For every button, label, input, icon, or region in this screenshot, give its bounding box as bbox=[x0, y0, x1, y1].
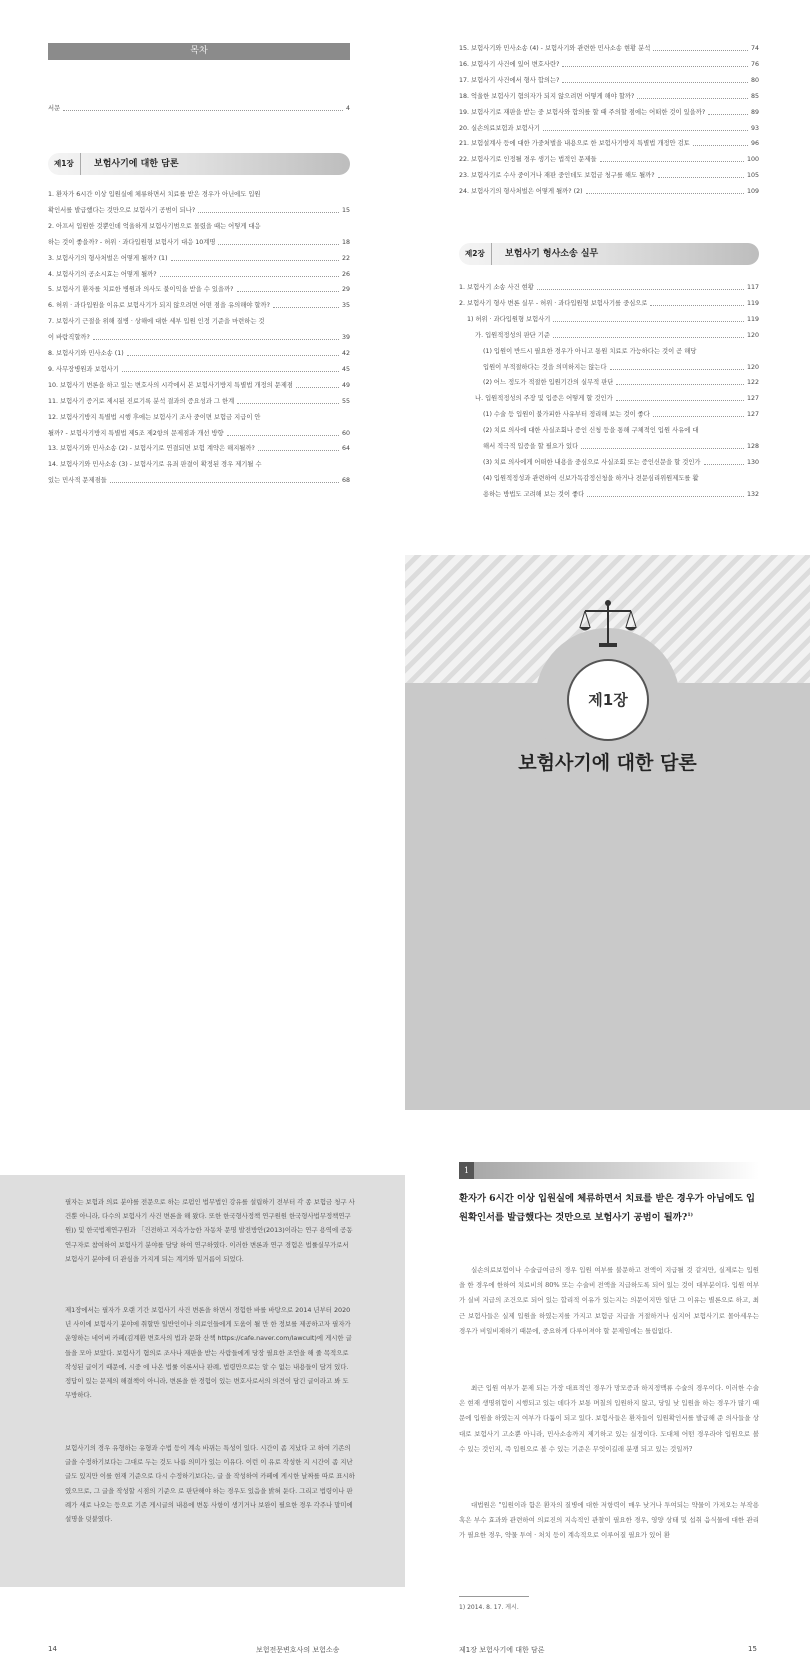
toc-entry-page: 127 bbox=[746, 395, 759, 403]
toc-entry-label: 가. 입원적정성의 판단 기준 bbox=[475, 331, 550, 339]
toc-leader-dots bbox=[237, 403, 339, 404]
toc-entry[interactable] bbox=[459, 108, 759, 120]
toc-entry-page: 96 bbox=[750, 140, 759, 148]
toc-entry-page: 15 bbox=[341, 206, 350, 214]
toc-leader-dots bbox=[616, 384, 744, 385]
toc-entry[interactable] bbox=[48, 222, 350, 231]
toc-leader-dots bbox=[553, 321, 744, 322]
article-paragraph: 최근 입원 여부가 문제 되는 가장 대표적인 경우가 망모증과 하지정맥류 수술의 경우이다. 이러한 수술은 현재 생명위험이 시행되고 있는 데다가 보통 며칠의 입원하지 않고, 당일 낮 입원을 하는 경우가 많기 때문에 입원을 하였는지 여부가 다툼이 되고 있다. 보험사들은 환자들이 입원확인서를 발급해 준 의사들을 상대로 보험사기 고소뿐 아니라, 민사소송까지 제기하고 있는 실정이다. 도대체 어떤 경우라야 입원으로 볼 수 있는 것인지, 즉 입원으로 볼 수 있는 기준은 무엇이길래 분쟁 되고 있는 것일까? bbox=[459, 1384, 759, 1453]
toc-leader-dots bbox=[562, 82, 748, 83]
toc-leader-dots bbox=[171, 260, 339, 261]
toc-chapter1-pill[interactable] bbox=[48, 153, 350, 175]
running-head-right: 제1장 보험사기에 대한 담론 bbox=[459, 1646, 545, 1654]
toc-entry[interactable] bbox=[48, 381, 350, 393]
toc-entry[interactable] bbox=[48, 238, 350, 250]
toc-entry-label: 18. 억울한 보험사기 혐의자가 되지 않으려면 어떻게 해야 할까? bbox=[459, 92, 635, 100]
toc-entry-label: 2. 아프서 입원한 것뿐인데 억울하게 보험사기범으로 몰렸을 때는 어떻게 대응 bbox=[48, 222, 261, 230]
toc-leader-dots bbox=[237, 291, 339, 292]
toc-leader-dots bbox=[227, 435, 339, 436]
footnote-rule bbox=[459, 1596, 529, 1597]
toc-chapter2-tag: 제2장 bbox=[459, 243, 492, 265]
scales-of-justice-icon bbox=[579, 599, 637, 651]
toc-entry-label: 확인서를 발급했다는 것만으로 보험사기 공범이 되나? bbox=[48, 206, 196, 214]
article-number: 1 bbox=[459, 1162, 474, 1179]
toc-entry[interactable] bbox=[459, 76, 759, 88]
toc-entry-label: (1) 입원이 반드시 필요한 경우가 아니고 통원 치료로 가능하다는 것이 곧 해당 bbox=[483, 347, 697, 355]
toc-entry[interactable] bbox=[467, 315, 759, 327]
toc-entry-label: 3. 보험사기의 형사처벌은 어떻게 될까? (1) bbox=[48, 254, 168, 262]
toc-leader-dots bbox=[218, 244, 339, 245]
toc-leader-dots bbox=[127, 355, 339, 356]
toc-entry-page: 128 bbox=[746, 443, 759, 450]
toc-entry-page: 22 bbox=[341, 254, 350, 262]
toc-entry-label: 19. 보험사기로 재판을 받는 중 보험사와 합의를 할 때 주의할 점에는 어떠한 것이 있을까? bbox=[459, 108, 706, 116]
toc-entry-label: 22. 보험사기로 인정될 경우 생기는 법적인 문제들 bbox=[459, 156, 597, 164]
toc-entry-label: 8. 보험사기와 민사소송 (1) bbox=[48, 350, 124, 357]
page-number-left: 14 bbox=[48, 1645, 57, 1653]
toc-leader-dots bbox=[258, 450, 339, 451]
toc-entry-page: 130 bbox=[746, 458, 759, 466]
toc-entry[interactable] bbox=[459, 139, 759, 151]
toc-entry[interactable] bbox=[48, 397, 350, 409]
toc-leader-dots bbox=[650, 305, 744, 306]
toc-entry[interactable] bbox=[48, 301, 350, 313]
toc-leader-dots bbox=[693, 145, 748, 146]
toc-entry[interactable] bbox=[483, 426, 759, 435]
toc-leader-dots bbox=[708, 114, 748, 115]
toc-preface-entry[interactable] bbox=[48, 104, 350, 116]
toc-entry-page: 120 bbox=[746, 363, 759, 371]
toc-entry-label: (2) 어느 정도가 적절한 입원기간의 실무적 판단 bbox=[483, 379, 614, 387]
toc-entry-page: 119 bbox=[746, 299, 759, 307]
toc-entry[interactable] bbox=[48, 254, 350, 266]
toc-leader-dots bbox=[537, 289, 744, 290]
toc-entry-label: 20. 실손의료보험과 보험사기 bbox=[459, 124, 540, 132]
toc-entry-label: 이 바람직할까? bbox=[48, 334, 90, 342]
toc-entry-page: 35 bbox=[341, 302, 350, 310]
toc-entry-label: 해서 적극적 입증을 할 필요가 있다 bbox=[483, 443, 579, 450]
toc-preface-page: 4 bbox=[345, 105, 350, 112]
footnote: 1) 2014. 8. 17. 게시. bbox=[459, 1604, 519, 1611]
toc-leader-dots bbox=[610, 369, 744, 370]
preface-box bbox=[0, 1175, 405, 1587]
chapter-title: 보험사기에 대한 담론 bbox=[518, 752, 697, 774]
toc-entry-label: (1) 수술 등 입원이 불가피한 사유부터 정리해 보는 것이 좋다 bbox=[483, 411, 650, 419]
toc-leader-dots bbox=[273, 307, 339, 308]
toc-entry-label: 용하는 방법도 고려해 보는 것이 좋다 bbox=[483, 490, 585, 498]
toc-entry[interactable] bbox=[48, 349, 350, 361]
toc-entry[interactable] bbox=[483, 347, 759, 356]
toc-chapter2-pill[interactable] bbox=[459, 243, 759, 265]
toc-leader-dots bbox=[296, 387, 339, 388]
toc-entry-page: 100 bbox=[746, 156, 759, 164]
toc-entry-page: 119 bbox=[746, 315, 759, 323]
toc-header: 목차 bbox=[48, 43, 350, 60]
toc-entry-page: 120 bbox=[746, 331, 759, 339]
preface-paragraph: 보험사기의 경우 유형하는 유형과 수법 등이 계속 바뀌는 특성이 있다. 시간이 좀 지났다 고 하여 기존의 글을 수정하기보다는 그대로 두는 것도 나름 의미가 있는 이유다. 이런 이 유로 작성한 지 시간이 좀 지난 글도 있지만 이를 현재 기준으로 다시 수정하기보다는, 글 을 작성하여 카페에 게시한 날짜를 따로 표시하였으므로, 그 글을 작성할 시점의 기준으 로 판단해야 하는 경우도 있음을 밝혀 둔다. 그리고 법령이나 판례가 새로 나오는 등으로 기존 게시글의 내용에 변동 사항이 생기거나 보완이 필요한 경우 각주나 말미에 설명을 덧붙였다. bbox=[65, 1444, 355, 1524]
toc-entry-page: 42 bbox=[341, 350, 350, 357]
toc-entry[interactable] bbox=[483, 410, 759, 422]
toc-leader-dots bbox=[562, 66, 748, 67]
toc-entry-label: 11. 보험사기 증거로 제시된 진료기록 분석 결과의 증요성과 그 한계 bbox=[48, 397, 235, 405]
toc-entry-page: 80 bbox=[750, 76, 759, 84]
toc-entry-page: 76 bbox=[750, 60, 759, 68]
toc-entry-page: 89 bbox=[750, 108, 759, 116]
toc-entry[interactable] bbox=[483, 442, 759, 454]
toc-entry[interactable] bbox=[48, 270, 350, 282]
toc-entry-label: (2) 치료 의사에 대한 사실조회나 증인 신청 등을 통해 구체적인 입원 사유에 대 bbox=[483, 427, 699, 435]
toc-leader-dots bbox=[600, 161, 744, 162]
preface-paragraph: 제1장에서는 필자가 오랜 기간 보험사기 사건 변론을 하면서 경험한 바를 바탕으로 2014 년부터 2020년 사이에 보험사기 분야에 취할만 일반인이나 의료인들에게 도움이 될 만 한 정보를 제공하고자 필자가 운영하는 네이버 카페(김계환 변호사의 법과 문화 산책 https://cafe.naver.com/lawcult)에 게시한 글들을 모아 보았다. 보험사기 혐의로 조사나 재판을 받는 사람들에게 당장 필요한 조언을 해 줄 목적으로 작성된 글이기 때문에, 시중 에 나온 법률 이론서나 판례, 법령만으로는 알 수 없는 내용들이 담겨 있다. 정답이 있는 문제의 해결책이 아니라, 변론을 한 경험이 있는 변호사로서의 의견이 담긴 글이라고 봐 도 무방하다. bbox=[65, 1306, 352, 1400]
toc-entry-label: (4) 입원적정성과 관련하여 신보가독감정신청을 하거나 전문심리위원제도를 활 bbox=[483, 474, 699, 482]
toc-entry-page: 105 bbox=[746, 172, 759, 180]
toc-entry-label: 10. 보험사기 변론을 하고 있는 변호사의 시각에서 본 보험사기방지 특별법 개정의 문제점 bbox=[48, 381, 293, 389]
article-header-bar bbox=[474, 1162, 759, 1179]
chapter-number-circle: 제1장 bbox=[567, 659, 649, 741]
toc-entry-page: 68 bbox=[341, 477, 350, 485]
toc-chapter1-tag: 제1장 bbox=[48, 153, 81, 175]
running-head-left: 보험전문변호사의 보험소송 bbox=[256, 1646, 340, 1654]
toc-entry[interactable] bbox=[48, 190, 350, 199]
toc-entry-label: 24. 보험사기의 형사처벌은 어떻게 될까? (2) bbox=[459, 188, 583, 196]
toc-entry-label: 1. 보험사기 소송 사건 현황 bbox=[459, 284, 534, 291]
toc-entry-page: 60 bbox=[341, 429, 350, 437]
toc-leader-dots bbox=[122, 371, 339, 372]
page-number-right: 15 bbox=[748, 1645, 757, 1653]
article-title: 환자가 6시간 이상 입원실에 체류하면서 치료를 받은 경우가 아님에도 입원확인서를 발급했다는 것만으로 보험사기 공범이 될까?$^{1)}$ bbox=[459, 1193, 756, 1224]
toc-entry-page: 117 bbox=[746, 284, 759, 291]
toc-entry[interactable] bbox=[483, 363, 759, 375]
toc-entry[interactable] bbox=[48, 476, 350, 488]
toc-entry[interactable] bbox=[48, 333, 350, 345]
toc-entry[interactable] bbox=[48, 413, 350, 422]
toc-entry[interactable] bbox=[483, 474, 759, 483]
toc-entry[interactable] bbox=[48, 444, 350, 456]
toc-entry-page: 18 bbox=[341, 238, 350, 246]
toc-entry-page: 45 bbox=[341, 365, 350, 373]
toc-entry-page: 29 bbox=[341, 286, 350, 294]
toc-entry[interactable] bbox=[459, 299, 759, 311]
preface-paragraph: 필자는 보험과 의료 분야를 전문으로 하는 로펌인 법무법인 강유를 설립하기 전부터 각 종 보험금 청구 사건뿐 아니라, 다수의 보험사기 사건 변론을 해 왔다. 또한 한국형사정책 연구원원 한국형사법무정책연구원)) 및 한국법제연구원과 「건전하고 지속가능한 자동차 문명 발전방안(2013)이라는 연구 용역에 공동연구자로 참여하여 보험사기 분야를 담당 하여 연구하였다. 이러한 변론과 연구 경험은 법률실무가로서 보험사기 분야에 더 관심을 가지게 되는 계기와 밑거름이 되었다. bbox=[65, 1198, 355, 1263]
toc-entry-page: 26 bbox=[341, 270, 350, 278]
toc-entry-page: 49 bbox=[341, 381, 350, 389]
toc-entry-label: 입원이 부적절하다는 것을 의미하지는 않는다 bbox=[483, 363, 607, 371]
toc-entry[interactable] bbox=[459, 44, 759, 56]
toc-chapter2-title: 보험사기 형사소송 실무 bbox=[505, 249, 599, 259]
toc-leader-dots bbox=[581, 448, 744, 449]
toc-entry-label: 17. 보험사기 사건에서 형사 합의는? bbox=[459, 76, 560, 84]
toc-entry-label: 13. 보험사기와 민사소송 (2) - 보험사기로 연결되면 보험 계약은 해지될까? bbox=[48, 445, 255, 453]
toc-leader-dots bbox=[93, 339, 339, 340]
toc-entry-label: 4. 보험사기의 공소시효는 어떻게 될까? bbox=[48, 270, 157, 278]
toc-entry[interactable] bbox=[483, 458, 759, 470]
toc-leader-dots bbox=[658, 177, 744, 178]
toc-entry[interactable] bbox=[48, 285, 350, 297]
toc-chapter1-title: 보험사기에 대한 담론 bbox=[94, 159, 179, 169]
toc-entry-label: 나. 입원적정성의 주장 및 입증은 어떻게 할 것인가 bbox=[475, 395, 613, 403]
toc-entry-label: 15. 보험사기와 민사소송 (4) - 보험사기와 관련한 민사소송 현황 분석 bbox=[459, 45, 651, 52]
toc-leader-dots bbox=[637, 98, 748, 99]
toc-entry[interactable] bbox=[483, 378, 759, 390]
toc-entry-page: 127 bbox=[746, 411, 759, 419]
toc-leader-dots bbox=[704, 464, 744, 465]
toc-entry-label: (3) 치료 의사에게 어떠한 내용을 중심으로 사실조회 또는 증인신문을 할 것인가 bbox=[483, 458, 701, 466]
toc-entry-label: 5. 보험사기 환자를 치료한 병원과 의사도 불이익을 받을 수 있을까? bbox=[48, 286, 234, 294]
toc-entry[interactable] bbox=[459, 92, 759, 104]
toc-entry-page: 39 bbox=[341, 334, 350, 342]
toc-entry[interactable] bbox=[48, 460, 350, 469]
chapter-divider-page bbox=[405, 555, 810, 1110]
toc-leader-dots bbox=[543, 130, 748, 131]
toc-entry-label: 12. 보험사기방지 특별법 시행 후에는 보험사기 조사 중이면 보험금 지급이 안 bbox=[48, 413, 261, 421]
toc-entry-label: 23. 보험사기로 수사 중이거나 재판 중인데도 보험금 청구를 해도 될까? bbox=[459, 172, 655, 180]
toc-leader-dots bbox=[110, 482, 339, 483]
toc-entry-page: 93 bbox=[750, 124, 759, 132]
toc-entry[interactable] bbox=[459, 124, 759, 136]
toc-entry-label: 16. 보험사기 사건에 있어 변호사란? bbox=[459, 60, 560, 68]
toc-entry-label: 7. 보험사기 근절을 위해 질병 · 상해에 대한 세부 입원 인정 기준을 마련하는 것 bbox=[48, 318, 265, 326]
toc-entry[interactable] bbox=[48, 429, 350, 441]
toc-entry[interactable] bbox=[48, 365, 350, 377]
article-paragraph: 대법원은 "입원이라 함은 환자의 질병에 대한 저항력이 매우 낮거나 투여되는 약물이 가져오는 부작용 혹은 부수 효과와 관련하여 의료진의 지속적인 관찰이 필요한 경우, 영양 상태 및 섭취 음식물에 대한 관리가 필요한 경우, 약물 투여 · 처치 등이 계속적으로 이루어질 필요가 있어 환 bbox=[459, 1501, 759, 1540]
toc-leader-dots bbox=[653, 50, 748, 51]
toc-entry-label: 14. 보험사기와 민사소송 (3) - 보험사기로 유죄 판결이 확정된 경우 제기될 수 bbox=[48, 461, 262, 469]
toc-leader-dots bbox=[586, 193, 744, 194]
toc-entry[interactable] bbox=[459, 155, 759, 167]
toc-entry-label: 21. 보험설계사 등에 대한 가중처벌을 내용으로 한 보험사기방지 특별법 개정안 검토 bbox=[459, 140, 690, 148]
toc-entry-page: 74 bbox=[750, 45, 759, 52]
toc-entry[interactable] bbox=[48, 317, 350, 326]
toc-entry[interactable] bbox=[483, 490, 759, 502]
toc-leader-dots bbox=[653, 416, 744, 417]
toc-entry-page: 122 bbox=[746, 379, 759, 387]
toc-entry-page: 132 bbox=[746, 490, 759, 498]
toc-entry[interactable] bbox=[459, 187, 759, 199]
toc-entry-page: 55 bbox=[341, 397, 350, 405]
toc-entry-label: 1. 환자가 6시간 이상 입원실에 체류하면서 치료를 받은 경우가 아닌에도 입원 bbox=[48, 191, 261, 198]
toc-leader-dots bbox=[587, 496, 744, 497]
toc-entry-page: 85 bbox=[750, 92, 759, 100]
article-paragraph: 실손의료보험이나 수술급여금의 경우 입원 여부를 불문하고 전액이 지급될 것 같지만, 실제로는 입원을 한 경우에 한하여 치료비의 80% 또는 수술비 전액을 지급하도록 되어 있는 것이 대부분이다. 입원 여부가 실비 지급의 조건으로 되어 있는 합리적 이유가 있는지는 의문이지만 일단 그 이유는 별론으로 하고, 최근 보험사들은 실제 입원을 하였는지를 가지고 보험금 지급을 거절하거나 심지어 보험사기로 몰아세우는 경우가 비일비재하기 때문에, 중요하게 다루어져야 할 문제임에는 틀림없다. bbox=[459, 1266, 759, 1335]
toc-leader-dots bbox=[616, 400, 744, 401]
footnote-marker: 1) bbox=[687, 1212, 694, 1218]
toc-entry-label: 2. 보험사기 형사 변론 실무 - 허위 · 과다입원형 보험사기를 중심으로 bbox=[459, 299, 648, 307]
toc-entry[interactable] bbox=[475, 394, 759, 406]
toc-entry[interactable] bbox=[459, 60, 759, 72]
toc-leader-dots bbox=[198, 212, 339, 213]
toc-leader-dots bbox=[553, 337, 744, 338]
toc-entry-page: 64 bbox=[341, 445, 350, 453]
toc-entry[interactable] bbox=[475, 331, 759, 343]
toc-entry-label: 될까? - 보험사기방지 특별법 제5조 제2항의 문제점과 개선 방향 bbox=[48, 429, 224, 437]
toc-preface-label: 서문 bbox=[48, 105, 61, 112]
toc-entry-page: 109 bbox=[746, 188, 759, 196]
toc-entry-label: 1) 허위 · 과다입원형 보험사기 bbox=[467, 315, 551, 323]
toc-leader-dots bbox=[160, 276, 339, 277]
toc-entry-label: 하는 것이 좋을까? - 허위 · 과다입원형 보험사기 대응 10계명 bbox=[48, 238, 216, 246]
toc-entry-label: 있는 민사적 문제점들 bbox=[48, 477, 107, 485]
toc-entry[interactable] bbox=[459, 283, 759, 295]
toc-entry[interactable] bbox=[48, 206, 350, 218]
toc-entry-label: 6. 허위 · 과다입원을 이유로 보험사기가 되지 않으려면 어떤 점을 유의해야 할까? bbox=[48, 302, 270, 310]
toc-entry[interactable] bbox=[459, 171, 759, 183]
toc-entry-label: 9. 사무장병원과 보험사기 bbox=[48, 365, 119, 373]
